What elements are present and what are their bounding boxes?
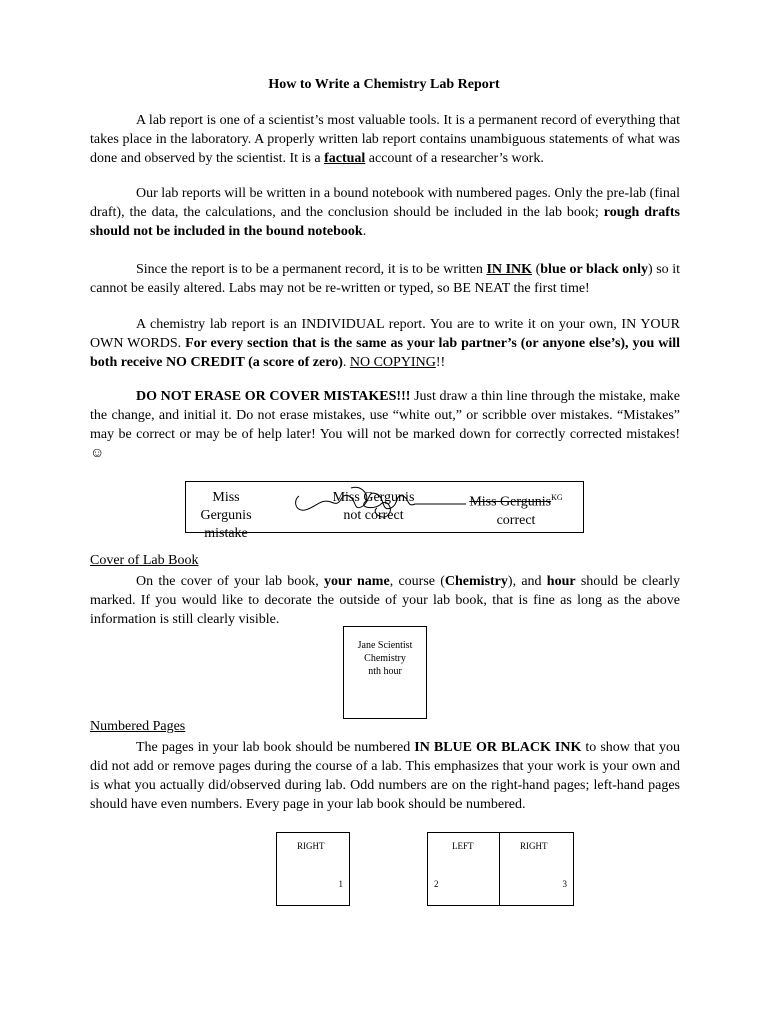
cover-line-name: Jane Scientist [357, 640, 413, 651]
page-title: How to Write a Chemistry Lab Report [268, 77, 500, 92]
lab-book-cover-illustration [343, 626, 427, 719]
example-mistake [186, 489, 266, 543]
numbered-text: The pages in your lab book should be numbered [136, 740, 415, 755]
example-initials: KG [551, 493, 563, 502]
example-not-correct-label: not correct [343, 508, 404, 523]
single-page-number: 1 [338, 879, 343, 889]
notebook-text-end: . [362, 224, 367, 239]
no-copying-emphasis: NO COPYING [349, 355, 436, 370]
intro-paragraph [90, 111, 680, 168]
cover-text-end: should be clearly marked. If you would like to decorate the outside of your lab book, that is fine as long as the above information is still clearly visible. [90, 574, 680, 627]
ink-text-paren: ( [532, 262, 541, 277]
factual-emphasis: factual [324, 151, 366, 166]
example-mistake-label: mistake [204, 526, 248, 541]
do-not-erase-emphasis: DO NOT ERASE OR COVER MISTAKES!!! [136, 389, 411, 404]
right-page-label: RIGHT [520, 841, 548, 851]
example-correct [461, 489, 571, 530]
scribble-icon [291, 482, 466, 530]
your-name-emphasis: your name [324, 574, 390, 589]
numbered-pages-heading: Numbered Pages [90, 719, 186, 734]
right-page-number: 3 [562, 879, 567, 889]
individual-text: A chemistry lab report is an INDIVIDUAL report. You are to write it on your own, IN YOUR OWN WORDS. [90, 317, 680, 351]
intro-text-end: account of a researcher’s work. [365, 151, 544, 166]
numbered-text-end: to show that you did not add or remove pages during the course of a lab. This emphasizes that your work is your own and is what you actually did/observed during lab. Odd numbers are on the right-hand pages; left-hand pages should have even numbers. Every page in your lab book should be numbered. [90, 740, 680, 812]
cover-text: On the cover of your lab book, [136, 574, 325, 589]
cover-heading: Cover of Lab Book [90, 553, 199, 568]
single-page-label: RIGHT [297, 841, 325, 851]
chemistry-emphasis: Chemistry [444, 574, 508, 589]
cover-paragraph [90, 572, 680, 629]
mistakes-paragraph [90, 387, 680, 463]
example-correct-name: Miss Gergunis [469, 494, 552, 510]
cover-text-and: ), and [507, 574, 547, 589]
intro-text: A lab report is one of a scientist’s most valuable tools. It is a permanent record of everything that takes place in the laboratory. A properly written lab report contains unambiguous statements of what was done and observed by the scientist. It is a [90, 113, 680, 166]
individual-text-end: !! [435, 355, 446, 370]
ink-text-end: ) so it cannot be easily altered. Labs may not be re-written or typed, so BE NEAT the first time! [90, 262, 680, 296]
spread-divider [499, 833, 500, 905]
cover-line-hour: nth hour [368, 666, 402, 677]
mistake-example-box [185, 481, 584, 541]
ink-paragraph [90, 260, 680, 298]
in-ink-emphasis: IN INK [486, 262, 533, 277]
no-credit-emphasis: For every section that is the same as your lab partner’s (or anyone else’s), you will both receive NO CREDIT (a score of zero) [90, 336, 680, 370]
left-page-number: 2 [434, 879, 439, 889]
example-mistake-name: Miss Gergunis [200, 490, 252, 523]
hour-emphasis: hour [546, 574, 576, 589]
cover-line-course: Chemistry [364, 653, 406, 664]
left-page-label: LEFT [452, 841, 474, 851]
ink-text: Since the report is to be a permanent record, it is to be written [136, 262, 487, 277]
notebook-paragraph [90, 184, 680, 241]
two-page-spread-illustration [427, 832, 574, 906]
example-not-correct-name: Miss Gergunis [332, 490, 415, 505]
numbered-pages-paragraph [90, 738, 680, 814]
cover-text-course: , course ( [389, 574, 445, 589]
individual-text-mid: . [342, 355, 350, 370]
blue-black-emphasis: blue or black only [540, 262, 648, 277]
individual-paragraph [90, 315, 680, 372]
mistakes-text: Just draw a thin line through the mistake, make the change, and initial it. Do not erase mistakes, use “white out,” or scribble over mistakes. “Mistakes” may be correct or may be of help later! You will not be marked down for correctly corrected mistakes! ☺ [90, 389, 681, 461]
blue-black-ink-emphasis: IN BLUE OR BLACK INK [414, 740, 582, 755]
rough-drafts-emphasis: rough drafts should not be included in the bound notebook [90, 205, 680, 239]
single-page-illustration [276, 832, 350, 906]
example-correct-label: correct [496, 512, 536, 528]
notebook-text: Our lab reports will be written in a bound notebook with numbered pages. Only the pre-lab (final draft), the data, the calculations, and the conclusion should be included in the lab book; [90, 186, 680, 220]
